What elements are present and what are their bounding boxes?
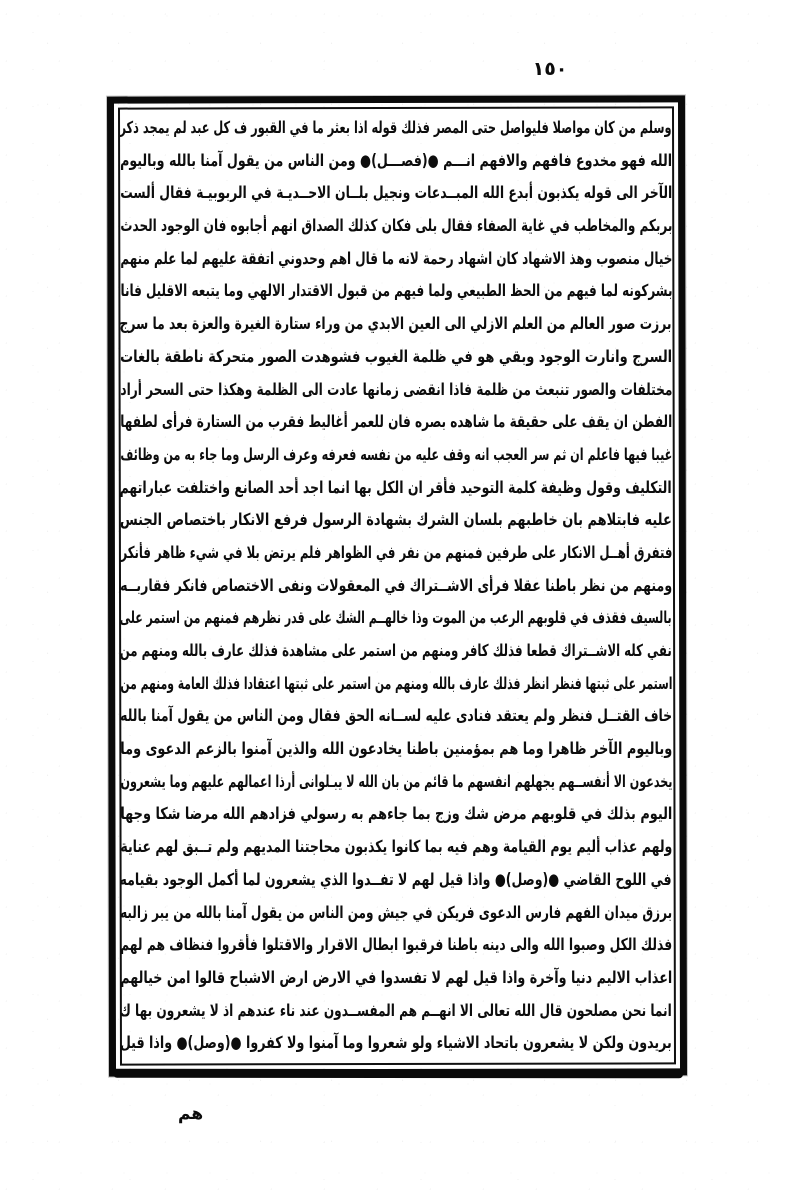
text-line-content: بشركونه لما فيهم من الحظ الطبيعي ولما فيهم من قبول الاقتدار الالهي وما يتبعه الاقليل فانا xyxy=(120,281,672,301)
text-line xyxy=(120,929,672,962)
text-line-content: بربكم والمخاطب في غاية الصفاء فقال بلى فكان كذلك الصداق انهم أجابوه فان الوجود الحدث xyxy=(120,216,672,236)
text-line xyxy=(120,733,672,766)
text-line-content: التكليف وقول وظيفة كلمة التوحيد فأقر ان الكل بها انما اجد أحد الصانع واختلفت عباراتهم xyxy=(120,477,672,497)
folio-number xyxy=(0,58,800,80)
text-line xyxy=(120,341,672,374)
text-line xyxy=(120,766,672,799)
text-line xyxy=(120,635,672,668)
text-line xyxy=(120,798,672,831)
text-line xyxy=(120,602,672,635)
text-line-content: وباليوم الآخر ظاهرا وما هم بمؤمنين باطنا يخادعون الله والذين آمنوا بالزعم الدعوى وما xyxy=(120,739,672,759)
text-line xyxy=(120,308,672,341)
text-line xyxy=(120,374,672,407)
text-line-content: الله فهو مخدوع فافهم والافهم انـــم ●(فصـــل)● ومن الناس من يقول آمنا بالله وباليوم xyxy=(120,150,672,170)
text-line-content: برزق ميدان الفهم فارس الدعوى فريكن في جيش ومن الناس من يقول آمنا بالله من يبر زالبه xyxy=(120,902,672,922)
text-line-content: نفي كله الاشــتراك قطعا فذلك كافر ومنهم من استمر على مشاهدة فذلك عارف بالله ومنهم من xyxy=(120,641,672,660)
text-line-content: بريدون ولكن لا يشعرون باتحاد الاشياء ولو شعروا وما آمنوا ولا كفروا ●(وصل)● واذا قيل xyxy=(120,1033,672,1053)
text-line xyxy=(120,145,672,178)
text-line xyxy=(120,570,672,603)
text-line xyxy=(120,995,672,1028)
text-line xyxy=(120,504,672,537)
text-line xyxy=(120,537,672,570)
text-line xyxy=(120,275,672,308)
text-line-content: السرج وانارت الوجود وبقي هو في ظلمة الغيوب فشوهدت الصور متحركة ناطقة بالغات xyxy=(120,346,672,366)
text-line-content: فتفرق أهــل الانكار على طرفين فمنهم من نفر في الظواهر فلم يرتض بلا في شيء ظاهر فأنكر xyxy=(120,542,672,562)
text-line-content: برزت صور العالم من العلم الازلي الى العين الابدي من وراء ستارة الغيرة والعزة بعد ما سرج xyxy=(120,314,672,334)
text-line xyxy=(120,864,672,897)
body-text-block xyxy=(120,112,672,1060)
text-line xyxy=(120,668,672,701)
text-line xyxy=(120,472,672,505)
text-line-content: غيبا فيها فاعلم ان ثم سر العجب انه وقف عليه من نفسه فعرفه وعرف الرسل وما جاء به من وظائف xyxy=(120,444,672,464)
folio-number-text: ١٥٠ xyxy=(532,58,568,80)
text-line-content: اعذاب الاليم دنيا وآخرة واذا قيل لهم لا تفسدوا في الارض ارض الاشباح قالوا امن خيالهم xyxy=(120,967,672,987)
text-line xyxy=(120,112,672,145)
text-line-content: بالسيف فقذف في قلوبهم الرعب من الموت وذا خالهــم الشك على قدر نظرهم فمنهم من استمر على xyxy=(120,608,672,628)
text-line xyxy=(120,962,672,995)
text-line xyxy=(120,700,672,733)
text-line-content: في اللوح القاضي ●(وصل)● واذا قيل لهم لا تفــدوا الذي يشعرون لما أكمل الوجود بقيامه xyxy=(120,869,672,889)
text-line-content: خيال منصوب وهذ الاشهاد كان اشهاد رحمة لانه ما قال اهم وحدوني اتفقة عليهم لما علم منهم xyxy=(120,248,672,268)
text-line-content: انما نحن مصلحون قال الله تعالى الا انهــم هم المفســدون عند ناء عندهم اذ لا يشعرون بها ك xyxy=(120,1000,672,1020)
text-line-content: مختلفات والصور تنبعث من ظلمة فاذا انقضى زمانها عادت الى الظلمة وهكذا حتى السحر أراد xyxy=(120,379,672,399)
catchword: هم xyxy=(178,1104,204,1124)
text-line-content: استمر على ثبتها فنظر انظر فذلك عارف بالله ومنهم من استمر على ثبتها اعتقادا فذلك العامة ومنهم من xyxy=(120,673,672,693)
page-border-bottom-rule xyxy=(113,1069,683,1079)
text-line-content: يخدعون الا أنفســهم يجهلهم انفسهم ما قائم من بان الله لا يبـلوانى أرذا اعمالهم عليهم وما يشعرون xyxy=(120,771,672,791)
text-line-content: ومنهم من نظر باطنا عقلا فرأى الاشــتراك في المعقولات ونفى الاختصاص فانكر فقاربــه xyxy=(120,575,672,595)
text-line-content: ولهم عذاب أليم يوم القيامة وهم فيه بما كانوا يكذبون محاجتنا المديهم ولم تــبق لهم عناية xyxy=(120,837,672,857)
text-line-content: وسلم من كان مواصلا فليواصل حتى المصر فذلك قوله اذا بعثر ما في القبور ف كل عبد لم يمجد ذكر xyxy=(120,118,672,137)
text-line xyxy=(120,1027,672,1060)
text-line xyxy=(120,439,672,472)
text-line xyxy=(120,831,672,864)
text-line xyxy=(120,406,672,439)
text-line xyxy=(120,243,672,276)
text-line xyxy=(120,897,672,930)
text-line-content: عليه فابتلاهم بان خاطبهم بلسان الشرك بشهادة الرسول فرفع الانكار باختصاص الجنس xyxy=(120,510,672,530)
text-line-content: الفطن ان يقف على حقيقة ما شاهده بصره فان للعمر أغاليط فقرب من الستارة فرأى لطفها xyxy=(120,412,672,432)
text-line xyxy=(120,210,672,243)
text-line-content: فذلك الكل وصبوا الله والى دينه باطنا فرقبوا ابطال الاقرار والاقتلوا فأقروا فنظاف هم لهم xyxy=(120,935,672,955)
text-line xyxy=(120,177,672,210)
text-line-content: الآخر الى قوله يكذبون أبدع الله المبــدعات ونجيل بلــان الاحــديـة في الربوبيـة فقال ألست xyxy=(120,183,672,203)
text-line-content: خاف القتــل فنظر ولم يعتقد فنادى عليه لســانه الحق فقال ومن الناس من يقول آمنا بالله xyxy=(120,706,672,726)
text-line-content: اليوم بذلك في قلوبهم مرض شك وزج بما جاءهم به رسولي فزادهم الله مرضا شكا وجها xyxy=(120,804,672,824)
